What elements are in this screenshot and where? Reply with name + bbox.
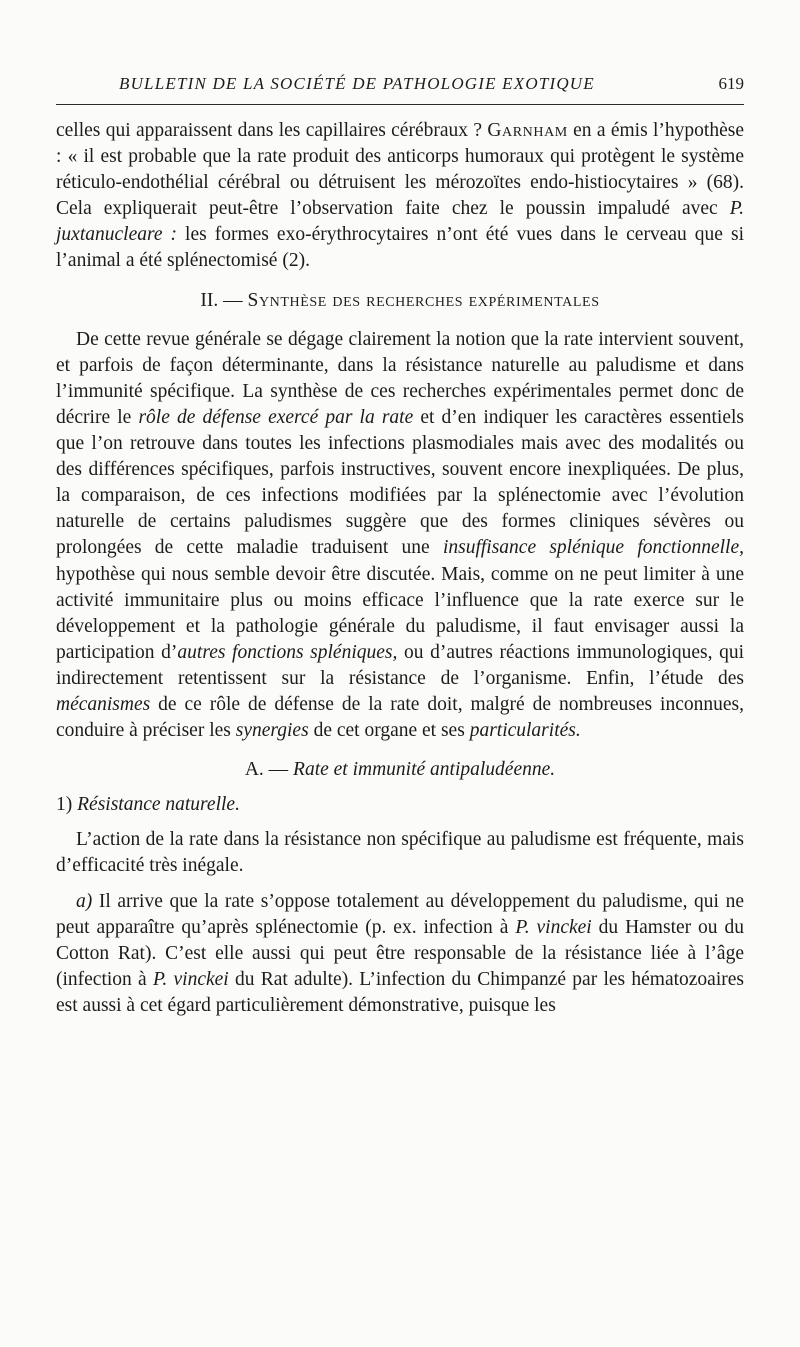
species-name: P. juxtanucleare :	[56, 198, 744, 246]
author-name: Garnham	[487, 120, 568, 141]
page-number: 619	[718, 74, 744, 93]
emphasis: rôle de défense exercé par la rate	[138, 406, 414, 428]
subsection-heading	[56, 757, 744, 783]
paragraph-item-a	[56, 889, 744, 1019]
text-run: celles qui apparaissent dans les capillaires cérébraux ?	[56, 120, 488, 141]
text-run: du Hamster ou du Cotton Rat). C’est elle aussi qui peut être responsable de la résistance liée à l’âge (infection à	[56, 916, 744, 990]
body-text	[56, 118, 744, 1019]
item-number: 1)	[56, 794, 78, 816]
section-number: II. —	[200, 289, 248, 311]
text-run: en a émis l’hypothèse : « il est probable que la rate produit des anticorps humoraux qui protègent le système réticulo-endothélial cérébral ou détruisent les mérozoïtes endo-histiocytaires » (68). Cela expliquerait peut-être l’observation faite chez le poussin impaludé avec	[56, 120, 744, 220]
emphasis: particularités.	[469, 720, 581, 742]
subsection-title: Rate et immunité antipaludéenne.	[293, 759, 556, 781]
text-run: et d’en indiquer les caractères essentiels que l’on retrouve dans toutes les infections plasmodiales mais avec des modalités ou des différences spécifiques, parfois instructives, souvent encore inexpliquées. De plus, la comparaison, de ces infections modifiées par la splénectomie avec l’évolution naturelle de certains paludismes suggère que des formes cliniques sévères ou prolongées de cette maladie traduisent une	[56, 406, 744, 559]
text-run: de ce rôle de défense de la rate doit, malgré de nombreuses inconnues, conduire à préciser les	[56, 693, 744, 742]
species-name: P. vinckei	[152, 968, 229, 990]
item-title: Résistance naturelle.	[77, 794, 240, 816]
emphasis: mécanismes	[56, 693, 151, 715]
item-heading	[56, 792, 744, 818]
paragraph-resistance: L’action de la rate dans la résistance non spécifique au paludisme est fréquente, mais d’efficacité très inégale.	[56, 829, 744, 877]
species-name: P. vinckei	[515, 916, 592, 938]
item-label: a)	[76, 890, 93, 912]
emphasis: autres fonctions spléniques,	[177, 641, 398, 663]
text-run: de cet organe et ses	[308, 720, 470, 742]
text-run: du Rat adulte). L’infection du Chimpanzé par les hématozoaires est aussi à cet égard particulièrement démonstrative, puisque les	[56, 968, 744, 1016]
paragraph-synthesis	[56, 327, 744, 745]
text-run: De cette revue générale se dégage clairement la notion que la rate intervient souvent, et parfois de façon déterminante, dans la résistance naturelle au paludisme et dans l’immunité spécifique. La synthèse de ces recherches expérimentales permet donc de décrire le	[56, 328, 744, 428]
section-heading	[56, 288, 744, 314]
running-title: BULLETIN DE LA SOCIÉTÉ DE PATHOLOGIE EXOTIQUE	[119, 74, 595, 93]
text-run: les formes exo-érythrocytaires n’ont été vues dans le cerveau que si l’animal a été splénectomisé (2).	[56, 224, 744, 272]
emphasis: synergies	[235, 720, 309, 742]
paragraph-garnham	[56, 118, 744, 275]
running-header	[56, 74, 744, 105]
text-run: Il arrive que la rate s’oppose totalement au développement du paludisme, qui ne peut apparaître qu’après splénectomie (p. ex. infection à	[56, 890, 744, 938]
subsection-label: A. —	[244, 759, 294, 781]
text-run: ou d’autres réactions immunologiques, qui indirectement retentissent sur la résistance de l’organisme. Enfin, l’étude des	[56, 641, 744, 689]
text-run: hypothèse qui nous semble devoir être discutée. Mais, comme on ne peut limiter à une activité immunitaire plus ou moins efficace l’influence que la rate exerce sur le développement et la pathologie générale du paludisme, il faut envisager aussi la participation d’	[56, 563, 744, 663]
emphasis: insuffisance splénique fonctionnelle,	[442, 537, 744, 559]
section-title: Synthèse des recherches expérimentales	[247, 289, 600, 311]
